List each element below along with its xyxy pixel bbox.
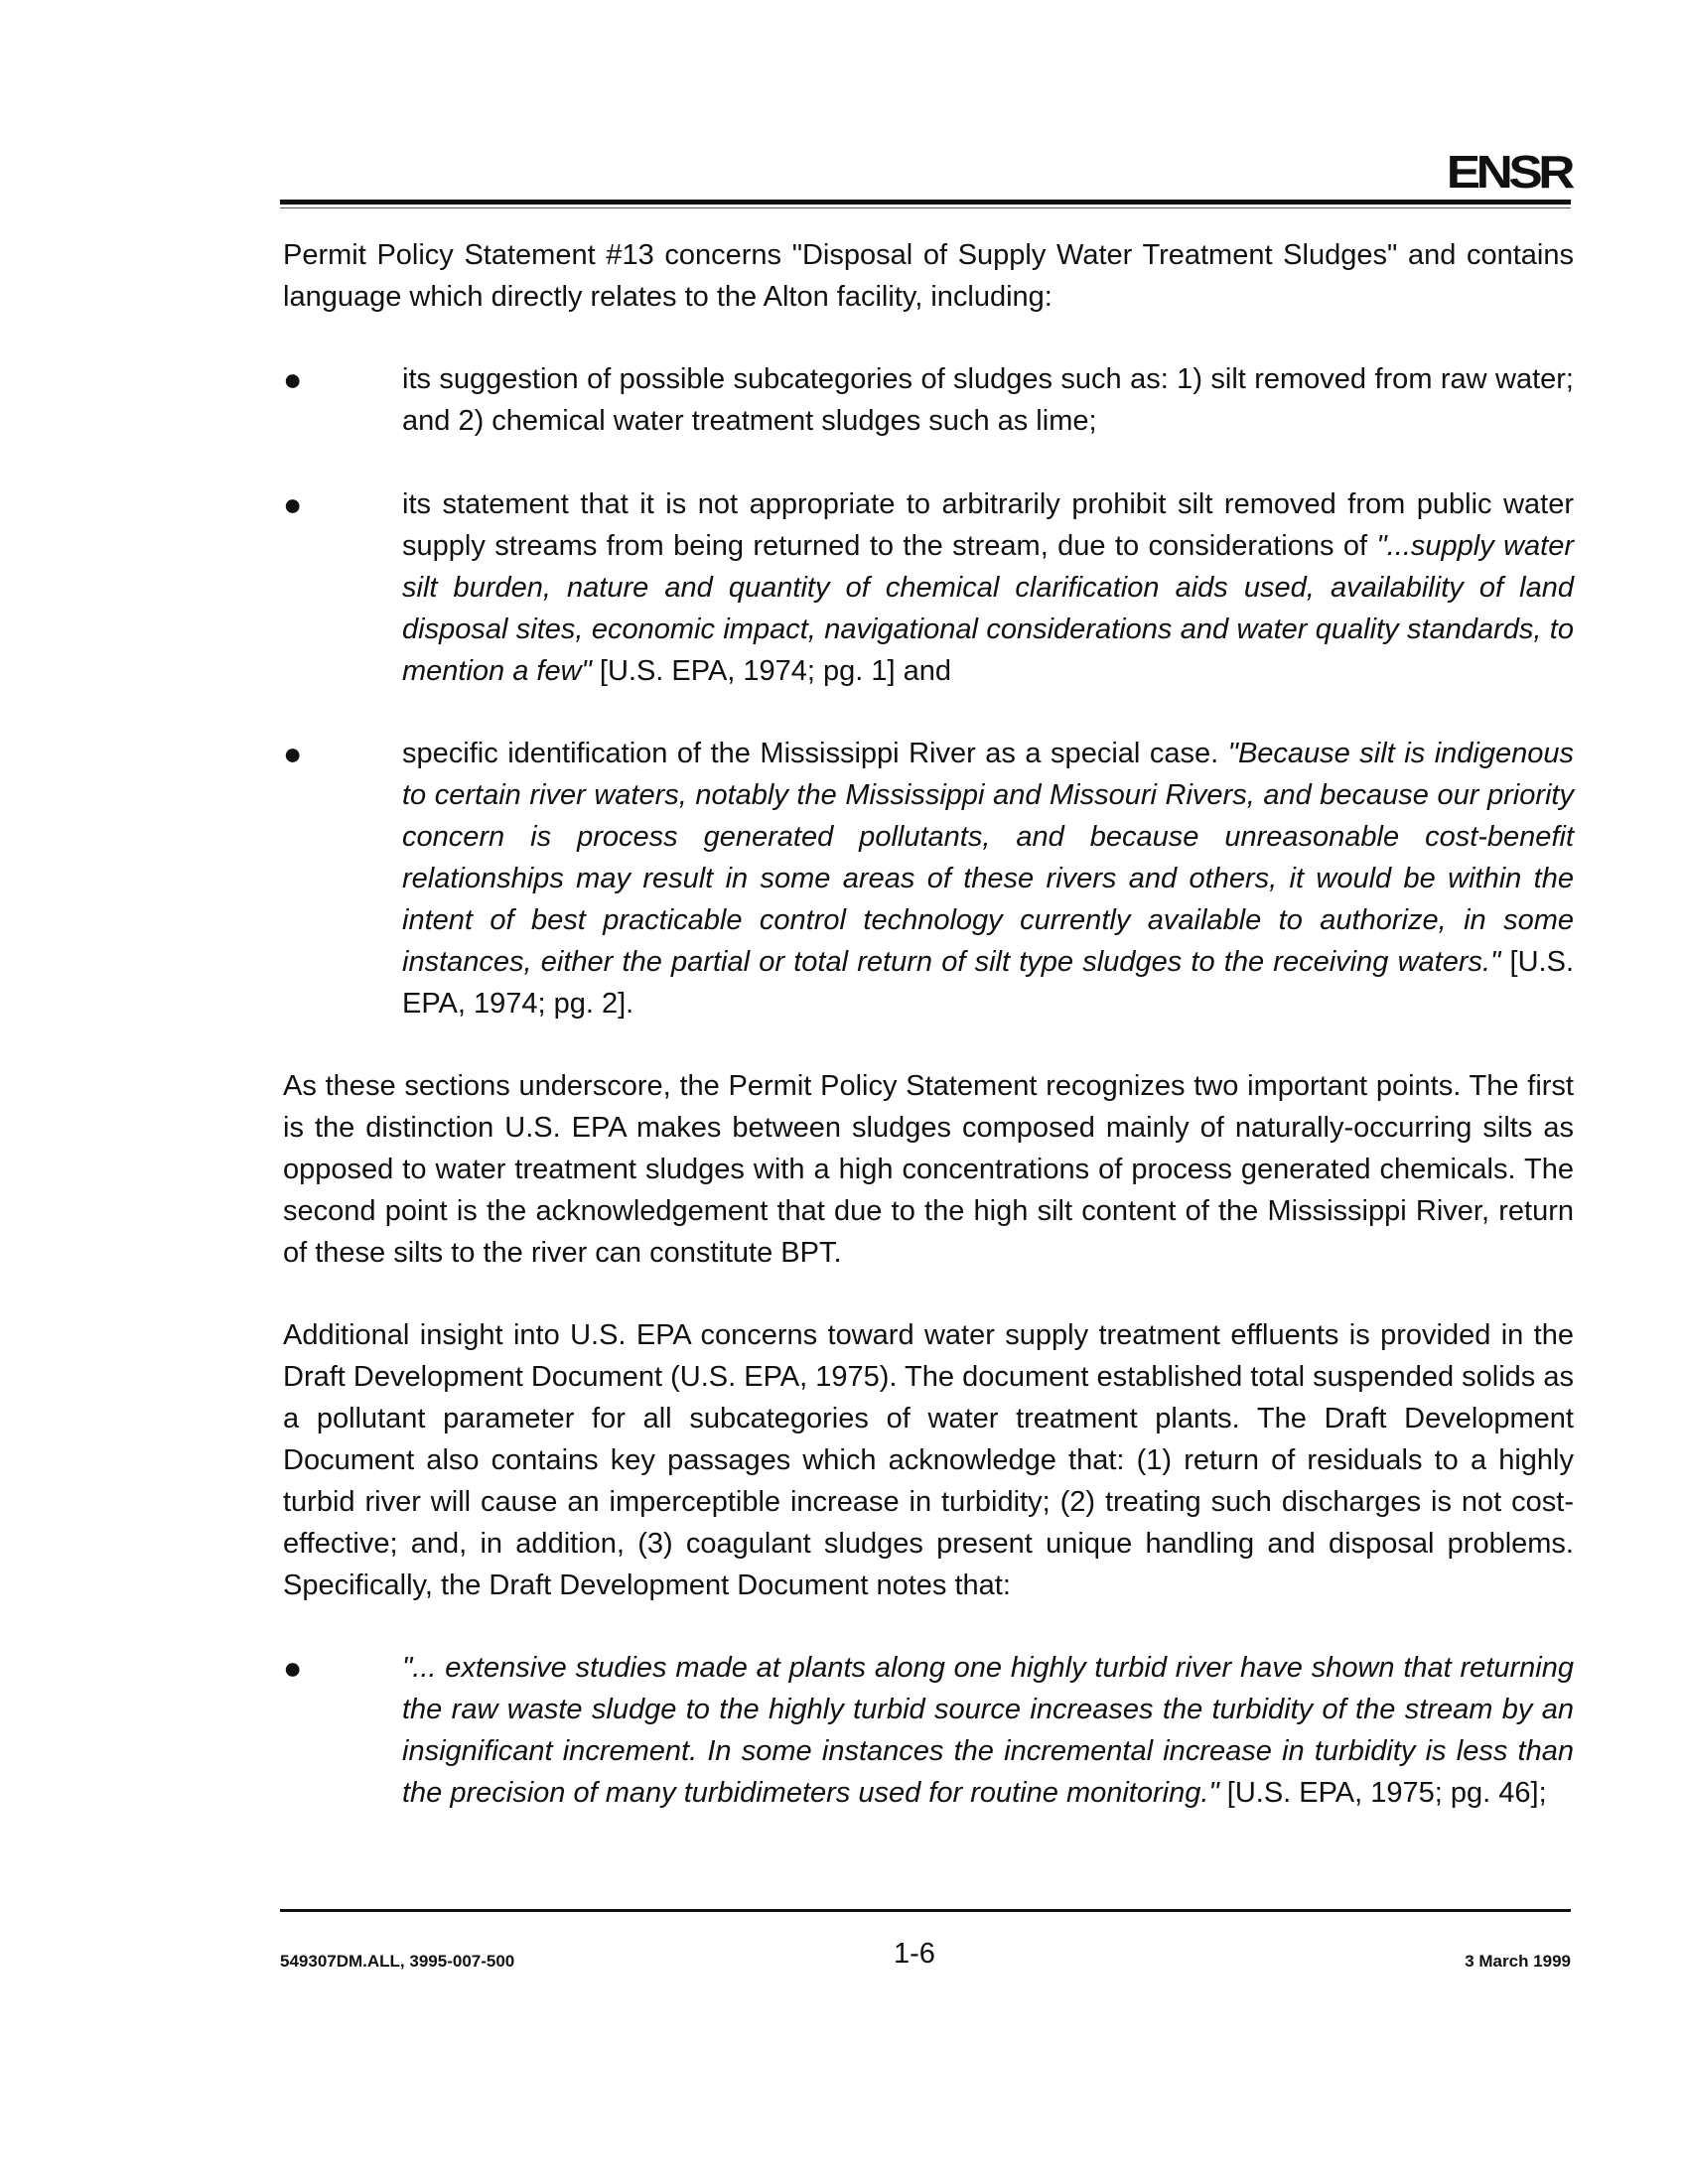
bullet-mississippi bbox=[283, 733, 1574, 1024]
bullet-text bbox=[402, 733, 1574, 1024]
bullet-quote: "Because silt is indigenous to certain river waters, notably the Mississippi and Missouri Rivers, and because our priority concern is process generated pollutants, and because unreasonable cost-benefit relationships may result in some areas of these rivers and others, it would be within the intent of best practicable control technology currently available to authorize, in some instances, either the partial or total return of silt type sludges to the receiving waters." bbox=[402, 738, 1574, 978]
bullet-studies bbox=[283, 1647, 1574, 1814]
bullet-subcategories bbox=[283, 358, 1574, 442]
bullet-dot-icon: ● bbox=[283, 361, 303, 397]
intro-text: Permit Policy Statement #13 concerns "Disposal of Supply Water Treatment Sludges" and contains language which directly relates to the Alton facility, including: bbox=[283, 239, 1574, 313]
bullet-dot-icon: ● bbox=[283, 736, 303, 771]
intro-paragraph bbox=[283, 234, 1574, 318]
bullet-citation: [U.S. EPA, 1975; pg. 46]; bbox=[1218, 1777, 1547, 1809]
bullet-plain: specific identification of the Mississippi River as a special case. bbox=[402, 738, 1228, 769]
bullet-citation: [U.S. EPA, 1974; pg. 2]. bbox=[402, 946, 1575, 1020]
bullet-plain: its statement that it is not appropriate to arbitrarily prohibit silt removed from public water supply streams from being returned to the stream, due to considerations of bbox=[402, 488, 1574, 562]
bullet-citation: [U.S. EPA, 1974; pg. 1] and bbox=[591, 655, 952, 687]
bullet-statement bbox=[283, 483, 1574, 692]
footer-doc-id: 549307DM.ALL, 3995-007-500 bbox=[280, 1952, 515, 1971]
ensr-logo: ENSR bbox=[1446, 146, 1571, 198]
paragraph-three bbox=[283, 1314, 1574, 1606]
footer-rule bbox=[280, 1909, 1571, 1912]
bullet-text bbox=[402, 1647, 1574, 1814]
page-number: 1-6 bbox=[894, 1938, 935, 1970]
bullet-quote: "... extensive studies made at plants along one highly turbid river have shown that returning the raw waste sludge to the highly turbid source increases the turbidity of the stream by an insignificant increment. In some instances the incremental increase in turbidity is less than the precision of many turbidimeters used for routine monitoring." bbox=[402, 1652, 1574, 1809]
paragraph-two bbox=[283, 1065, 1574, 1274]
bullet-text bbox=[402, 358, 1574, 442]
bullet-quote: "...supply water silt burden, nature and quantity of chemical clarification aids used, availability of land disposal sites, economic impact, navigational considerations and water quality standards, to mention a few" bbox=[402, 530, 1574, 687]
bullet-text bbox=[402, 483, 1574, 692]
header-rule bbox=[280, 200, 1571, 205]
header-rule-thin bbox=[280, 207, 1571, 208]
bullet-dot-icon: ● bbox=[283, 486, 303, 522]
paragraph-two-text: As these sections underscore, the Permit Policy Statement recognizes two important points. The first is the distinction U.S. EPA makes between sludges composed mainly of naturally-occurring silts as opposed to water treatment sludges with a high concentrations of process generated chemicals. The second point is the acknowledgement that due to the high silt content of the Mississippi River, return of these silts to the river can constitute BPT. bbox=[283, 1070, 1574, 1269]
footer-date: 3 March 1999 bbox=[1465, 1952, 1571, 1971]
paragraph-three-text: Additional insight into U.S. EPA concerns toward water supply treatment effluents is provided in the Draft Development Document (U.S. EPA, 1975). The document established total suspended solids as a pollutant parameter for all subcategories of water treatment plants. The Draft Development Document also contains key passages which acknowledge that: (1) return of residuals to a highly turbid river will cause an imperceptible increase in turbidity; (2) treating such discharges is not cost-effective; and, in addition, (3) coagulant sludges present unique handling and disposal problems. Specifically, the Draft Development Document notes that: bbox=[283, 1319, 1574, 1601]
bullet-plain: its suggestion of possible subcategories of sludges such as: 1) silt removed from raw water; and 2) chemical water treatment sludges such as lime; bbox=[402, 363, 1574, 437]
bullet-dot-icon: ● bbox=[283, 1650, 303, 1686]
